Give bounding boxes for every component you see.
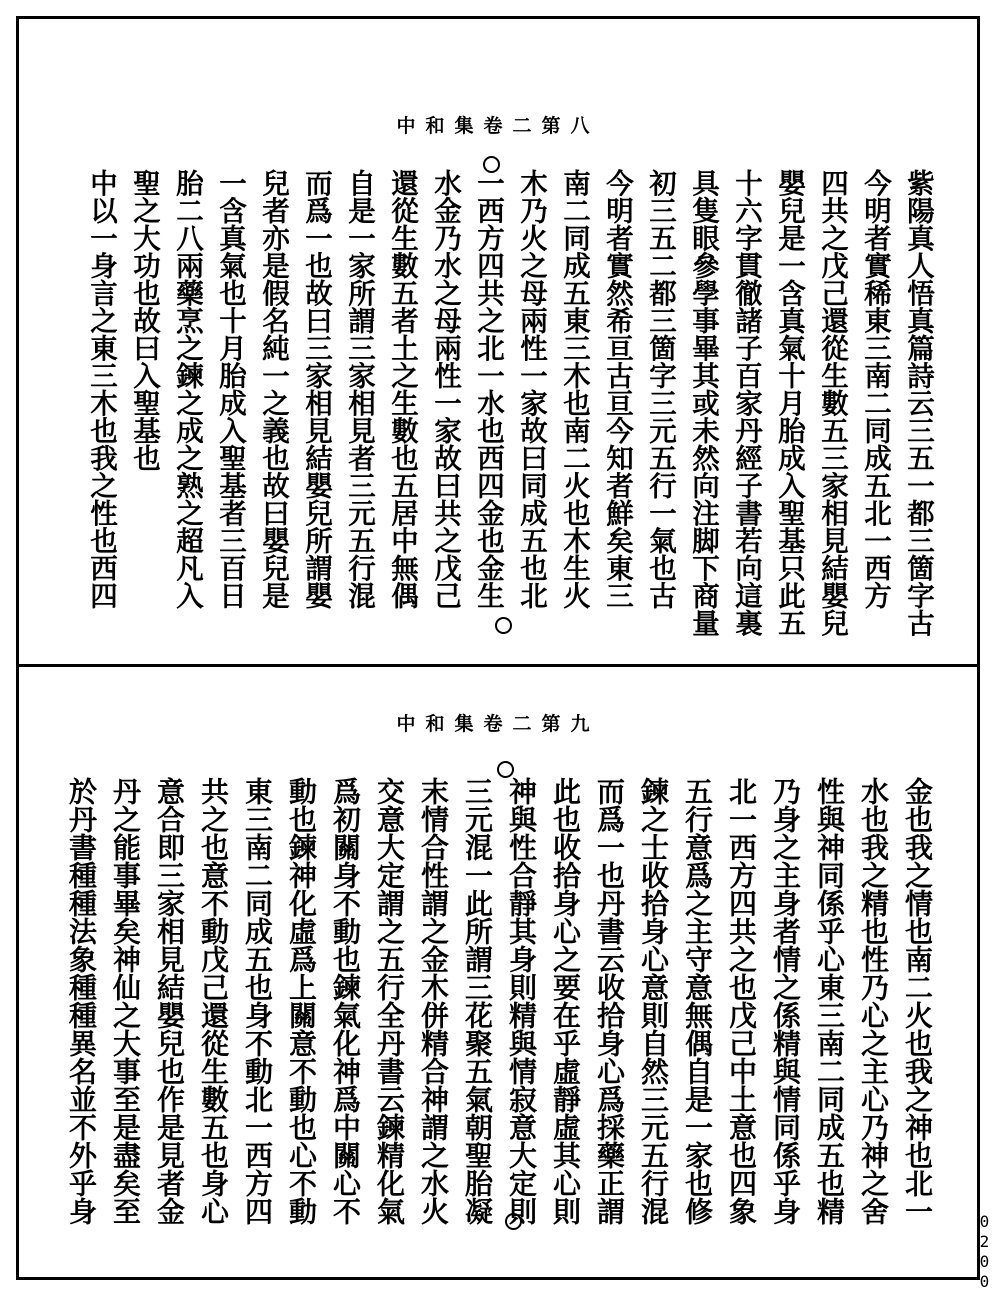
bottom-page (19, 667, 977, 1277)
text-column: 乃身之主身者情之係精與情同係乎身 (769, 777, 802, 1225)
text-column: 具隻眼參學事畢其或未然向注脚下商量 (687, 169, 719, 637)
text-column: 此也收拾身心之要在乎虛靜虛其心則 (549, 777, 582, 1225)
text-column: 而爲一也故曰三家相見結嬰兒所謂嬰 (300, 169, 332, 609)
text-column: 水金乃水之母兩性一家故曰共之戊己 (429, 169, 461, 609)
text-column: 胎二八兩藥烹之鍊之成之熟之超凡入 (171, 169, 203, 609)
folio-number: 0200 (975, 1212, 994, 1292)
text-column: 十六字貫徹諸子百家丹經子書若向這裏 (730, 169, 762, 637)
text-column: 還從生數五者土之生數也五居中無偶 (386, 169, 418, 609)
text-column: 自是一家所謂三家相見者三元五行混 (343, 169, 375, 609)
text-column: 意合即三家相見結嬰兒也作是見者金 (153, 777, 186, 1225)
text-column: 嬰兒是一含真氣十月胎成入聖基只此五 (773, 169, 805, 637)
text-column: 兒者亦是假名純一之義也故曰嬰兒是 (257, 169, 289, 609)
top-page-header: 中和集卷二第八 (396, 115, 600, 137)
bottom-page-text (59, 777, 939, 1267)
text-column: 北一西方四共之也戊己中土意也四象 (725, 777, 758, 1225)
text-column: 聖之大功也故曰入聖基也 (128, 169, 160, 472)
text-column: 神與性合靜其身則精與情寂意大定則 (505, 777, 538, 1225)
text-column: 東三南二同成五也身不動北一西方四 (241, 777, 274, 1225)
text-column: 三元混一此所謂三花聚五氣朝聖胎凝 (461, 777, 494, 1225)
text-column: 一含真氣也十月胎成入聖基者三百日 (214, 169, 246, 609)
text-column: 初三五二都三箇字三元五行一氣也古 (644, 169, 676, 609)
text-column: 南二同成五東三木也南二火也木生火 (558, 169, 590, 609)
text-column: 末情合性謂之金木併精合神謂之水火 (417, 777, 450, 1225)
text-column: 四共之戊己還從生數五三家相見結嬰兒 (816, 169, 848, 637)
text-column: 今明者實然希亘古亘今知者鮮矣東三 (601, 169, 633, 609)
text-column: 於丹書種種法象種種異名並不外乎身 (65, 777, 98, 1225)
text-column: 共之也意不動戊己還從生數五也身心 (197, 777, 230, 1225)
text-column: 五行意爲之主守意無偶自是一家也修 (681, 777, 714, 1225)
text-column: 丹之能事畢矣神仙之大事至是盡矣至 (109, 777, 142, 1225)
text-column: 紫陽真人悟真篇詩云三五一都三箇字古 (902, 169, 934, 637)
text-column: 而爲一也丹書云收拾身心爲採藥正謂 (593, 777, 626, 1225)
bottom-page-header: 中和集卷二第九 (396, 713, 600, 735)
text-column: 性與神同係乎心東三南二同成五也精 (813, 777, 846, 1225)
text-column: 中以一身言之東三木也我之性也西四 (85, 169, 117, 609)
text-column: 動也鍊神化虛爲上關意不動也心不動 (285, 777, 318, 1225)
text-column: 金也我之情也南二火也我之神也北一 (901, 777, 934, 1225)
text-column: 交意大定謂之五行全丹書云鍊精化氣 (373, 777, 406, 1225)
text-column: 水也我之精也性乃心之主心乃神之舍 (857, 777, 890, 1225)
top-page (19, 19, 977, 664)
top-page-text (67, 169, 939, 659)
text-column: 今明者實稀東三南二同成五北一西方 (859, 169, 891, 609)
text-column: 一西方四共之北一水也西四金也金生 (472, 169, 504, 609)
text-column: 木乃火之母兩性一家故曰同成五也北 (515, 169, 547, 609)
circle-mark-icon (497, 761, 514, 778)
text-column: 爲初關身不動也鍊氣化神爲中關心不 (329, 777, 362, 1225)
text-column: 鍊之士收拾身心意則自然三元五行混 (637, 777, 670, 1225)
